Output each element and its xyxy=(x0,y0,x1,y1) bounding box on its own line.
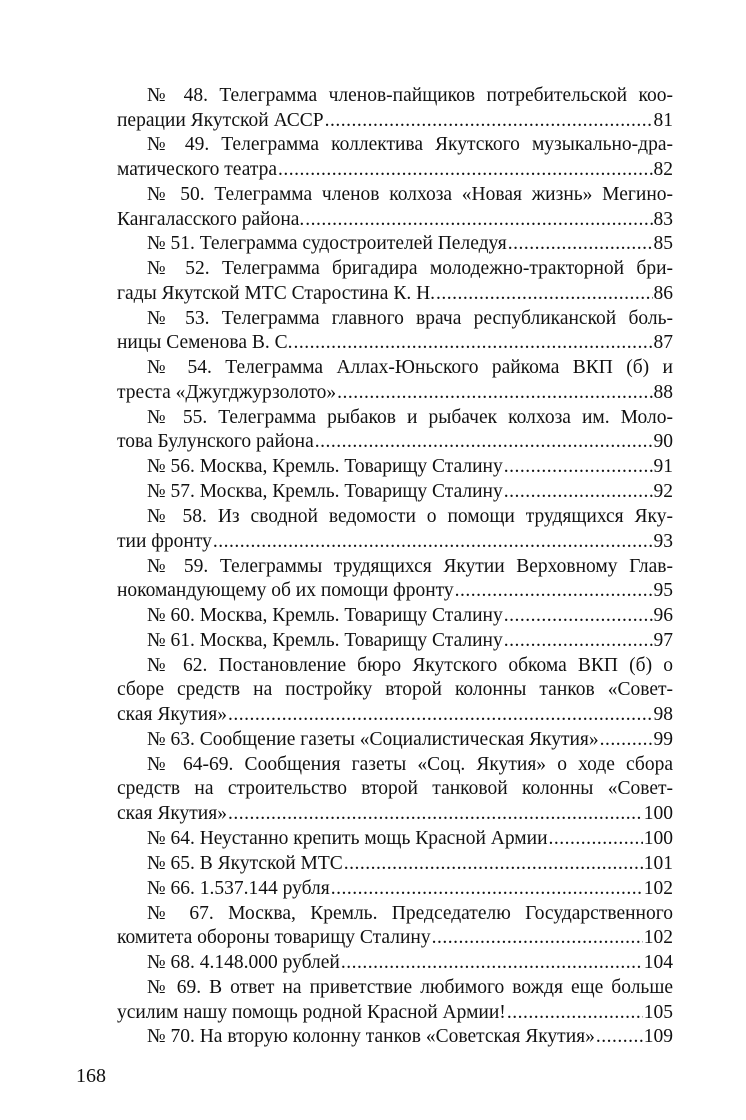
toc-entry-last-line xyxy=(117,530,673,555)
toc-entry-line: № 55. Телеграмма рыбаков и рыбачек колхоза им. Моло- xyxy=(147,406,673,428)
toc-entry-page: 101 xyxy=(643,852,673,874)
toc-entry-title: Кангаласского района. xyxy=(117,208,305,230)
toc-entry-last-line xyxy=(117,629,673,654)
toc-entry-line: средств на строительство второй танковой колонны «Совет- xyxy=(117,778,673,800)
toc-leader-dots xyxy=(331,877,643,902)
toc-entry-page: 109 xyxy=(643,1026,673,1048)
toc-entry-page: 100 xyxy=(643,802,673,824)
toc-entry xyxy=(117,257,673,306)
toc-entry xyxy=(117,232,673,257)
toc-entry-last-line xyxy=(117,480,673,505)
toc-entry-title: № 57. Москва, Кремль. Товарищу Сталину xyxy=(147,481,503,503)
toc-entry-title: № 61. Москва, Кремль. Товарищу Сталину xyxy=(147,629,503,651)
toc-leader-dots xyxy=(508,232,653,257)
toc-leader-dots xyxy=(504,455,653,480)
toc-entry xyxy=(117,852,673,877)
toc-entry xyxy=(117,183,673,232)
toc-entry-title: ская Якутия» xyxy=(117,802,227,824)
toc-leader-dots xyxy=(228,703,653,728)
toc-entry-last-line xyxy=(117,728,673,753)
toc-entry-line: № 52. Телеграмма бригадира молодежно-тракторной бри- xyxy=(147,258,673,280)
toc-entry-last-line xyxy=(117,604,673,629)
toc-entry-page: 97 xyxy=(653,629,673,651)
toc-entry-page: 91 xyxy=(653,456,673,478)
toc-leader-dots xyxy=(504,629,653,654)
page-number: 168 xyxy=(76,1065,106,1087)
toc-entry xyxy=(117,480,673,505)
toc-leader-dots xyxy=(344,852,643,877)
toc-leader-dots xyxy=(213,530,653,555)
toc-entry-last-line xyxy=(117,802,673,827)
toc-entry-page: 87 xyxy=(653,332,673,354)
toc-entry xyxy=(117,877,673,902)
toc-entry-last-line xyxy=(117,703,673,728)
toc-entry-title: № 65. В Якутской МТС xyxy=(147,852,343,874)
toc-entry xyxy=(117,654,673,728)
toc-entry-page: 90 xyxy=(653,431,673,453)
toc-entry-line: № 54. Телеграмма Аллах-Юньского райкома ВКП (б) и xyxy=(147,357,673,379)
toc-leader-dots xyxy=(337,381,652,406)
toc-entry-line: № 58. Из сводной ведомости о помощи трудящихся Яку- xyxy=(147,506,673,528)
toc-entry xyxy=(117,753,673,827)
toc-leader-dots xyxy=(507,1001,643,1026)
toc-entry-last-line xyxy=(117,331,673,356)
toc-entry-last-line xyxy=(117,455,673,480)
toc-entry-title: № 63. Сообщение газеты «Социалистическая Якутия» xyxy=(147,728,599,750)
toc-entry-page: 99 xyxy=(653,728,673,750)
toc-entry-page: 100 xyxy=(643,827,673,849)
toc-entry xyxy=(117,902,673,951)
toc-entry-last-line xyxy=(117,877,673,902)
toc-entry-last-line xyxy=(117,158,673,183)
toc-entry-title: ницы Семенова В. С. xyxy=(117,332,293,354)
toc-entry-title: № 68. 4.148.000 рублей xyxy=(147,952,340,974)
toc-entry-page: 85 xyxy=(653,233,673,255)
toc-entry xyxy=(117,406,673,455)
toc-entry-title: това Булунского района xyxy=(117,431,314,453)
toc-entry-page: 92 xyxy=(653,481,673,503)
toc-entry-title: ская Якутия» xyxy=(117,704,227,725)
toc-entry-page: 88 xyxy=(653,381,673,403)
toc-entry-line: № 67. Москва, Кремль. Председателю Государственного xyxy=(147,902,673,924)
toc-entry xyxy=(117,976,673,1025)
toc-entry-page: 105 xyxy=(643,1001,673,1023)
toc-entry xyxy=(117,84,673,133)
toc-leader-dots xyxy=(504,480,653,505)
toc-leader-dots xyxy=(325,109,653,134)
toc-entry-title: гады Якутской МТС Старостина К. Н. xyxy=(117,282,436,304)
toc-leader-dots xyxy=(278,158,652,183)
toc-leader-dots xyxy=(504,604,653,629)
toc-entry-line: сборе средств на постройку второй колонны танков «Совет- xyxy=(117,679,673,701)
toc-entry-page: 95 xyxy=(653,580,673,602)
toc-entry-last-line xyxy=(117,926,673,951)
toc-entry-line: № 59. Телеграммы трудящихся Якутии Верховному Глав- xyxy=(147,555,673,577)
toc-entry-page: 102 xyxy=(643,927,673,949)
toc-leader-dots xyxy=(341,951,643,976)
toc-entry xyxy=(117,307,673,356)
toc-entry-last-line xyxy=(117,109,673,134)
toc-entry xyxy=(117,133,673,182)
toc-entry-line: № 50. Телеграмма членов колхоза «Новая жизнь» Мегино- xyxy=(147,183,673,205)
toc-entry-last-line xyxy=(117,430,673,455)
toc-entry-last-line xyxy=(117,282,673,307)
toc-leader-dots xyxy=(315,430,653,455)
toc-entry-title: № 70. На вторую колонну танков «Советская Якутия» xyxy=(147,1026,595,1048)
toc-entry-last-line xyxy=(117,827,673,852)
toc-entry-line: № 69. В ответ на приветствие любимого вождя еще больше xyxy=(147,976,673,998)
toc-entry-title: матического театра xyxy=(117,159,278,181)
toc-leader-dots xyxy=(436,282,652,307)
toc-leader-dots xyxy=(596,1025,643,1050)
toc-entry xyxy=(117,356,673,405)
toc-entry xyxy=(117,455,673,480)
toc-entry-page: 83 xyxy=(653,208,673,230)
toc-entry-title: нокомандующему об их помощи фронту xyxy=(117,580,454,602)
toc-entry-page: 102 xyxy=(643,877,673,899)
toc-entry xyxy=(117,1025,673,1050)
toc-entry xyxy=(117,505,673,554)
toc-entry xyxy=(117,604,673,629)
toc-entry-title: перации Якутской АССР xyxy=(117,109,324,131)
toc-entry-title: комитета обороны товарищу Сталину xyxy=(117,927,431,949)
toc-entry-last-line xyxy=(117,381,673,406)
toc-entry-title: № 56. Москва, Кремль. Товарищу Сталину xyxy=(147,456,503,478)
toc-entry-page: 86 xyxy=(653,282,673,304)
toc-leader-dots xyxy=(293,331,652,356)
toc-entry xyxy=(117,728,673,753)
toc-entry-line: № 64-69. Сообщения газеты «Соц. Якутия» о ходе сбора xyxy=(147,753,673,775)
toc-entry-line: № 62. Постановление бюро Якутского обкома ВКП (б) о xyxy=(147,654,673,676)
toc-entry-last-line xyxy=(117,579,673,604)
toc-entry xyxy=(117,555,673,604)
table-of-contents xyxy=(117,84,673,1050)
toc-entry-last-line xyxy=(117,232,673,257)
toc-leader-dots xyxy=(305,208,652,233)
toc-entry-title: № 60. Москва, Кремль. Товарищу Сталину xyxy=(147,605,503,627)
toc-entry-line: № 49. Телеграмма коллектива Якутского музыкально-дра- xyxy=(147,134,673,156)
toc-entry-line: № 48. Телеграмма членов-пайщиков потребительской коо- xyxy=(147,85,673,106)
toc-leader-dots xyxy=(600,728,653,753)
toc-entry-title: № 66. 1.537.144 рубля xyxy=(147,877,330,899)
toc-entry-line: № 53. Телеграмма главного врача республиканской боль- xyxy=(147,307,673,329)
toc-entry-last-line xyxy=(117,1001,673,1026)
toc-entry-last-line xyxy=(117,852,673,877)
toc-entry-page: 93 xyxy=(653,530,673,552)
toc-entry-title: треста «Джугджурзолото» xyxy=(117,381,337,403)
toc-leader-dots xyxy=(455,579,653,604)
toc-entry-page: 104 xyxy=(643,952,673,974)
toc-entry-page: 82 xyxy=(653,159,673,181)
toc-entry-title: № 64. Неустанно крепить мощь Красной Армии xyxy=(147,827,548,849)
toc-entry-last-line xyxy=(117,1025,673,1050)
toc-entry-title: тии фронту xyxy=(117,530,212,552)
toc-entry-last-line xyxy=(117,208,673,233)
toc-leader-dots xyxy=(432,926,643,951)
toc-entry xyxy=(117,629,673,654)
toc-entry-page: 81 xyxy=(653,109,673,131)
toc-leader-dots xyxy=(228,802,643,827)
toc-entry-title: усилим нашу помощь родной Красной Армии! xyxy=(117,1001,506,1023)
toc-entry-last-line xyxy=(117,951,673,976)
toc-leader-dots xyxy=(549,827,643,852)
toc-entry-page: 98 xyxy=(653,704,673,725)
toc-entry xyxy=(117,951,673,976)
toc-entry-title: № 51. Телеграмма судостроителей Пеледуя xyxy=(147,233,507,255)
toc-entry xyxy=(117,827,673,852)
toc-entry-page: 96 xyxy=(653,605,673,627)
